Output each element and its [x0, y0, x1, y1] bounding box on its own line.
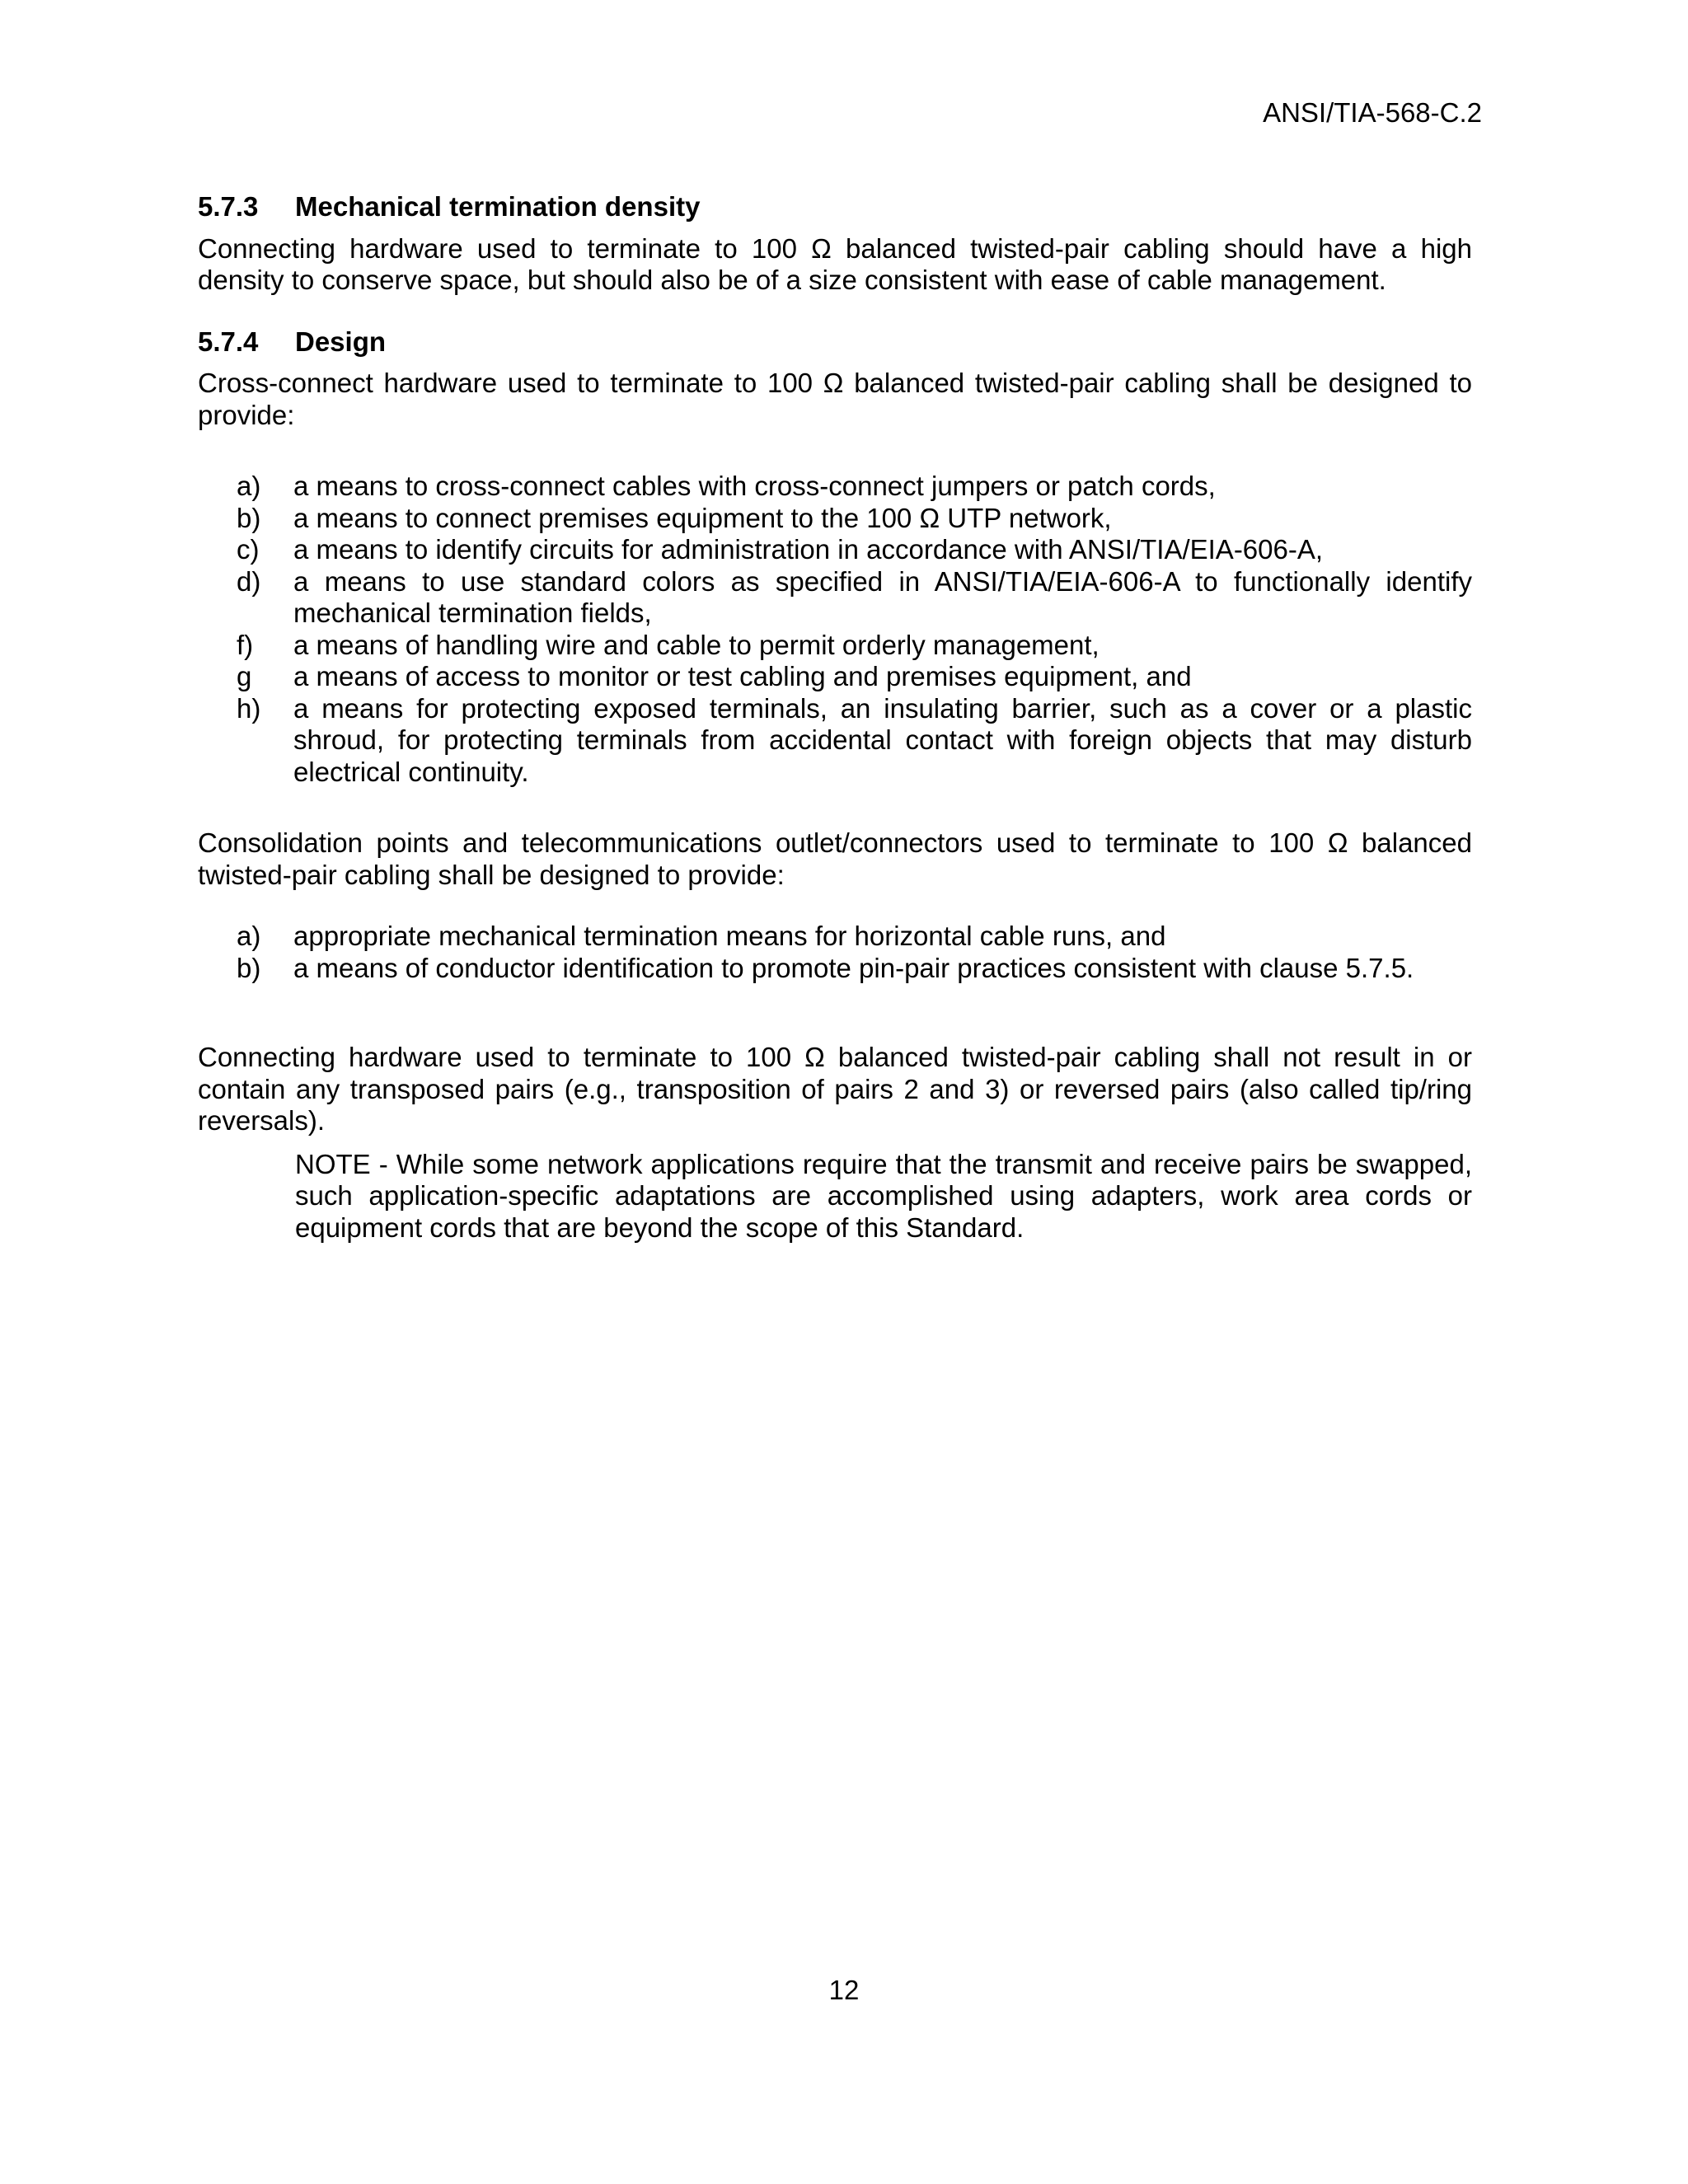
list-item-text: a means of access to monitor or test cabling and premises equipment, and	[293, 661, 1192, 691]
list-marker: h)	[237, 692, 261, 724]
cross-connect-requirements-list	[198, 471, 1472, 788]
list-item	[198, 471, 1472, 503]
page-content	[198, 191, 1472, 1244]
list-item	[198, 630, 1472, 662]
page-number: 12	[828, 1975, 860, 2005]
list-marker: g	[237, 661, 252, 691]
list-marker: a)	[237, 471, 261, 501]
list-item	[198, 953, 1472, 985]
list-item-text: appropriate mechanical termination means for horizontal cable runs, and	[293, 921, 1166, 951]
note-paragraph: NOTE - While some network applications require that the transmit and receive pairs be swapped, such application-specific adaptations are accomplished using adapters, work area cords or equipment cords that are beyond the scope of this Standard.	[295, 1148, 1472, 1243]
list-item	[198, 661, 1472, 693]
section-5-7-4-paragraph: Cross-connect hardware used to terminate to 100 Ω balanced twisted-pair cabling shall be designed to provide:	[198, 368, 1472, 430]
section-title: Design	[295, 326, 387, 357]
section-heading-5-7-4	[198, 326, 1472, 359]
list-item-text: a means of handling wire and cable to permit orderly management,	[293, 629, 1100, 660]
list-item-text: a means to connect premises equipment to the 100 Ω UTP network,	[293, 502, 1112, 533]
list-item-text: a means of conductor identification to promote pin-pair practices consistent with clause 5.7.5.	[293, 952, 1414, 983]
page-header-document-id: ANSI/TIA-568-C.2	[1263, 97, 1482, 128]
list-marker: b)	[237, 952, 261, 983]
consolidation-points-paragraph: Consolidation points and telecommunications outlet/connectors used to terminate to 100 Ω balanced twisted-pair cabling shall be designed to provide:	[198, 827, 1472, 890]
list-item	[198, 566, 1472, 630]
list-item-text: a means to identify circuits for administration in accordance with ANSI/TIA/EIA-606-A,	[293, 534, 1324, 565]
section-heading-5-7-3	[198, 191, 1472, 223]
section-number: 5.7.3	[198, 191, 259, 222]
consolidation-points-list	[198, 921, 1472, 984]
list-marker: d)	[237, 565, 261, 597]
list-item-text: a means to use standard colors as specified in ANSI/TIA/EIA-606-A to functionally identify mechanical termination fields,	[293, 565, 1472, 628]
list-item	[198, 693, 1472, 789]
list-item	[198, 921, 1472, 953]
list-marker: a)	[237, 921, 261, 951]
list-marker: b)	[237, 502, 261, 533]
list-marker: f)	[237, 629, 254, 660]
list-item	[198, 503, 1472, 535]
list-marker: c)	[237, 534, 260, 565]
list-item-text: a means for protecting exposed terminals, an insulating barrier, such as a cover or a plastic shroud, for protecting terminals from accidental contact with foreign objects that may disturb electrical continuity.	[293, 692, 1472, 787]
list-item	[198, 534, 1472, 566]
section-title: Mechanical termination density	[295, 191, 701, 222]
list-item-text: a means to cross-connect cables with cross-connect jumpers or patch cords,	[293, 471, 1216, 501]
transposed-pairs-paragraph: Connecting hardware used to terminate to 100 Ω balanced twisted-pair cabling shall not result in or contain any transposed pairs (e.g., transposition of pairs 2 and 3) or reversed pairs (also called tip/ring reversals).	[198, 1042, 1472, 1136]
section-number: 5.7.4	[198, 326, 259, 357]
section-5-7-3-paragraph: Connecting hardware used to terminate to 100 Ω balanced twisted-pair cabling should have a high density to conserve space, but should also be of a size consistent with ease of cable management.	[198, 232, 1472, 295]
